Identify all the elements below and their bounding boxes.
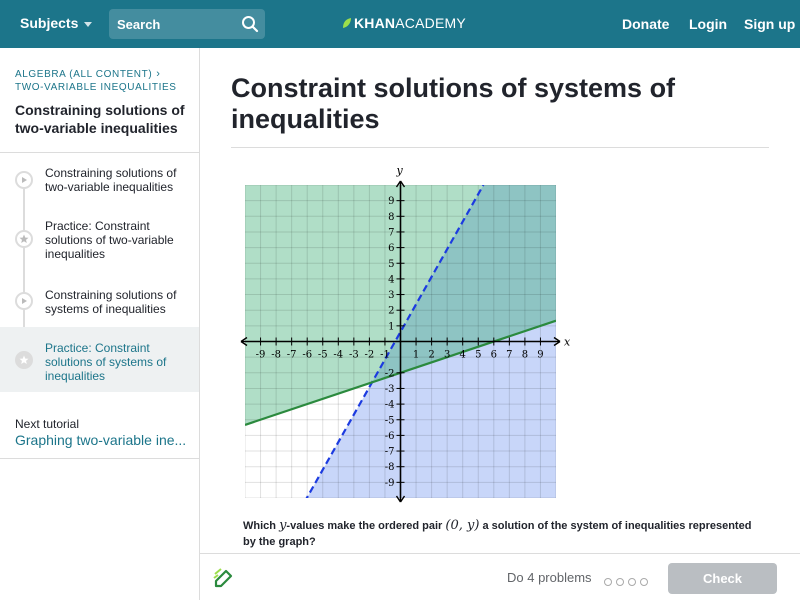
sidebar-item-label: Practice: Constraint solutions of two-variable inequalities — [45, 219, 174, 261]
star-icon — [15, 230, 33, 248]
play-icon — [15, 171, 33, 189]
y-tick-label: -3 — [384, 383, 395, 395]
y-tick-label: 2 — [388, 305, 395, 317]
breadcrumb-algebra[interactable]: ALGEBRA (ALL CONTENT) — [15, 69, 153, 80]
y-tick-label: -7 — [384, 446, 395, 458]
y-tick-label: 7 — [388, 227, 395, 239]
x-tick-label: -5 — [317, 349, 328, 361]
question-middle: -values make the ordered pair — [286, 520, 443, 532]
question-ordered-pair: (0, y) — [445, 518, 480, 533]
divider — [0, 152, 199, 153]
sidebar-title: Constraining solutions of two-variable inequalities — [15, 102, 185, 136]
question-suffix: a solution of the system of inequalities represented by the graph? — [243, 520, 752, 548]
top-navigation-bar — [0, 0, 800, 48]
search-box — [109, 9, 265, 39]
divider — [0, 458, 199, 459]
inequality-graph — [240, 160, 580, 505]
scratchpad-pencil-icon[interactable] — [212, 566, 236, 590]
y-tick-label: 6 — [388, 243, 395, 255]
x-tick-label: -3 — [348, 349, 359, 361]
khan-academy-logo[interactable] — [342, 15, 466, 31]
sidebar-item-label: Constraining solutions of systems of inequalities — [45, 288, 177, 316]
y-tick-label: 9 — [388, 196, 395, 208]
y-tick-label: -5 — [384, 415, 395, 427]
divider — [231, 147, 769, 148]
sidebar-item-video-1[interactable] — [0, 158, 199, 198]
x-tick-label: 1 — [412, 349, 420, 361]
x-tick-label: -4 — [333, 349, 344, 361]
chevron-down-icon — [84, 22, 92, 27]
breadcrumb-two-variable[interactable]: TWO-VARIABLE INEQUALITIES — [15, 82, 177, 93]
progress-dot — [628, 578, 636, 586]
sidebar-item-label: Constraining solutions of two-variable inequalities — [45, 166, 177, 194]
signup-link[interactable]: Sign up — [744, 16, 796, 32]
y-tick-label: -6 — [384, 430, 395, 442]
check-button[interactable]: Check — [668, 563, 777, 594]
x-tick-label: 6 — [490, 349, 497, 361]
play-icon — [15, 292, 33, 310]
next-tutorial-label: Next tutorial — [15, 417, 80, 431]
subjects-menu-button[interactable] — [20, 15, 92, 31]
page-title: Constraint solutions of systems of inequalities — [231, 73, 676, 134]
breadcrumb — [15, 68, 177, 94]
y-tick-label: -8 — [384, 462, 395, 474]
chevron-right-icon: › — [156, 68, 161, 80]
logo-text-bold: KHAN — [354, 15, 396, 31]
x-tick-label: 2 — [428, 349, 435, 361]
question-text — [243, 518, 763, 550]
y-tick-label: 4 — [388, 274, 395, 286]
x-tick-label: 9 — [537, 349, 544, 361]
x-tick-label: -1 — [380, 349, 390, 361]
y-tick-label: 5 — [388, 258, 395, 270]
x-axis-label: x — [564, 335, 571, 349]
sidebar-item-video-2[interactable] — [0, 280, 199, 322]
progress-dot — [640, 578, 648, 586]
progress-dot — [616, 578, 624, 586]
y-tick-label: -4 — [384, 399, 395, 411]
question-variable: y — [279, 518, 287, 533]
y-axis-label: y — [396, 164, 403, 177]
sidebar-item-practice-1[interactable] — [0, 211, 199, 266]
progress-dot — [604, 578, 612, 586]
exercise-footer — [200, 553, 800, 600]
y-tick-label: 3 — [388, 290, 395, 302]
subjects-label: Subjects — [20, 15, 79, 31]
y-tick-label: 8 — [388, 211, 395, 223]
leaf-icon — [342, 17, 352, 29]
sidebar-item-label: Practice: Constraint solutions of systems of inequalities — [45, 341, 167, 383]
x-tick-label: -8 — [271, 349, 281, 361]
x-tick-label: 8 — [521, 349, 529, 361]
donate-link[interactable]: Donate — [622, 16, 670, 32]
star-icon — [15, 351, 33, 369]
y-tick-label: -2 — [384, 368, 395, 380]
login-link[interactable]: Login — [689, 16, 728, 32]
x-tick-label: 7 — [506, 349, 513, 361]
x-tick-label: 5 — [475, 349, 482, 361]
sidebar-item-practice-2[interactable] — [0, 327, 199, 392]
x-tick-label: 3 — [443, 349, 451, 361]
y-tick-label: 1 — [388, 321, 395, 333]
x-tick-label: -7 — [286, 349, 297, 361]
x-tick-label: -9 — [255, 349, 266, 361]
y-tick-label: -9 — [384, 477, 395, 489]
x-tick-label: 4 — [459, 349, 466, 361]
question-prefix: Which — [243, 520, 276, 532]
do-problems-label: Do 4 problems — [507, 570, 592, 585]
problem-progress-dots — [604, 573, 652, 591]
next-tutorial-link[interactable]: Graphing two-variable ine... — [15, 432, 187, 448]
x-tick-label: -6 — [302, 349, 313, 361]
logo-text: ACADEMY — [395, 15, 466, 31]
search-icon[interactable] — [241, 15, 259, 33]
x-tick-label: -2 — [364, 349, 375, 361]
sidebar — [0, 48, 200, 600]
